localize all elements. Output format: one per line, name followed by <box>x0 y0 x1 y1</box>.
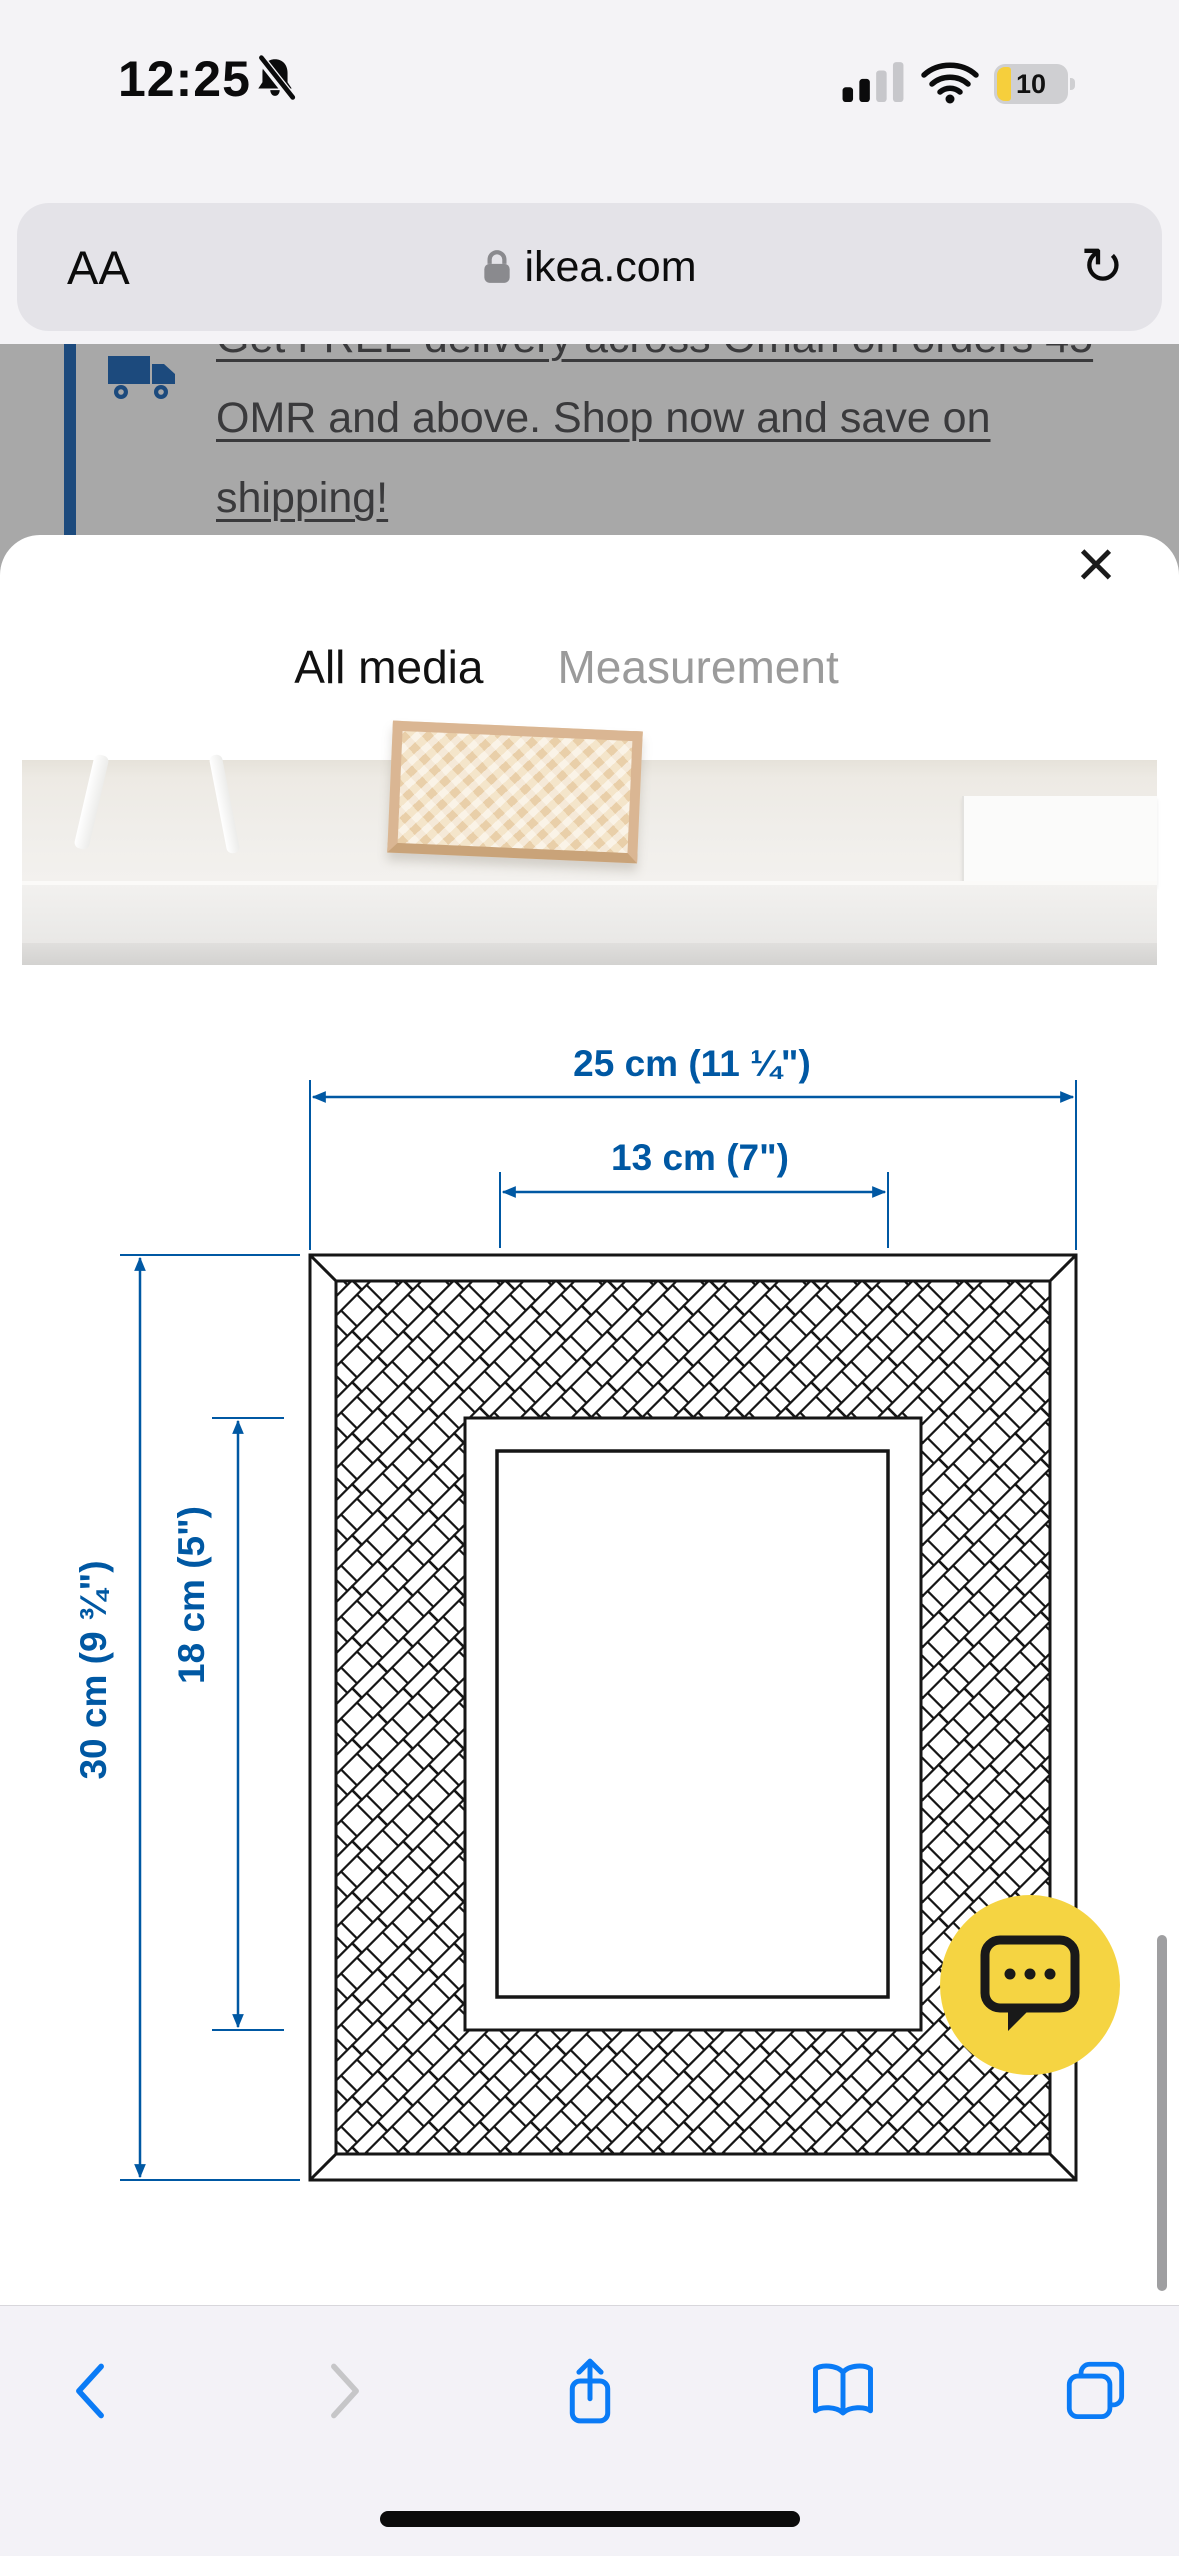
bookmarks-button[interactable] <box>808 2356 878 2426</box>
chevron-left-icon <box>72 2362 108 2420</box>
wifi-icon <box>918 58 982 104</box>
home-indicator[interactable] <box>380 2511 800 2527</box>
tab-all-media[interactable]: All media <box>294 641 484 693</box>
inner-height-label: 18 cm (5") <box>171 1506 212 1684</box>
tabs-overview-icon <box>1065 2360 1127 2422</box>
close-button[interactable]: × <box>1076 526 1116 602</box>
notifications-silenced-icon <box>252 54 298 100</box>
address-domain-area[interactable] <box>17 203 1162 331</box>
reader-mode-button[interactable]: AA <box>67 240 130 294</box>
banner-line: OMR and above. Shop now and save on <box>216 394 991 442</box>
table-shadow <box>22 943 1157 965</box>
share-button[interactable] <box>555 2356 625 2426</box>
safari-bottom-toolbar <box>0 2305 1179 2556</box>
url-domain: ikea.com <box>524 242 697 291</box>
media-tabs <box>0 625 1179 709</box>
chevron-right-icon <box>327 2362 363 2420</box>
battery-indicator <box>994 64 1068 104</box>
address-bar[interactable] <box>17 203 1162 331</box>
share-icon <box>559 2356 621 2426</box>
white-cabinet-in-photo <box>962 796 1157 886</box>
page-scrollbar[interactable] <box>1157 1935 1167 2291</box>
outer-height-label: 30 cm (9 ¾") <box>73 1560 114 1780</box>
back-button[interactable] <box>55 2356 125 2426</box>
product-photo[interactable] <box>22 760 1157 965</box>
book-icon <box>810 2361 876 2421</box>
outer-width-label: 25 cm (11 ¼") <box>573 1043 811 1084</box>
battery-percent: 10 <box>1015 68 1047 99</box>
inner-width-label: 13 cm (7") <box>611 1137 789 1178</box>
forward-button[interactable] <box>310 2356 380 2426</box>
chair-leg <box>73 754 109 851</box>
delivery-truck-icon <box>106 352 178 400</box>
chat-button[interactable] <box>940 1895 1120 2075</box>
banner-line: shipping! <box>216 474 389 522</box>
battery-cap <box>1070 78 1075 90</box>
cellular-signal-icon <box>838 60 908 102</box>
lock-icon <box>482 248 512 286</box>
tab-measurement[interactable]: Measurement <box>557 641 839 693</box>
tabs-button[interactable] <box>1061 2356 1131 2426</box>
chair-leg <box>209 754 241 855</box>
reload-button[interactable]: ↻ <box>1080 238 1124 296</box>
table-front <box>22 885 1157 943</box>
media-modal-sheet <box>0 526 1179 2310</box>
rattan-frame-in-photo <box>387 721 643 864</box>
safari-top-chrome <box>0 0 1179 344</box>
chat-bubble-icon <box>980 1935 1080 2035</box>
status-time: 12:25 <box>118 51 251 107</box>
